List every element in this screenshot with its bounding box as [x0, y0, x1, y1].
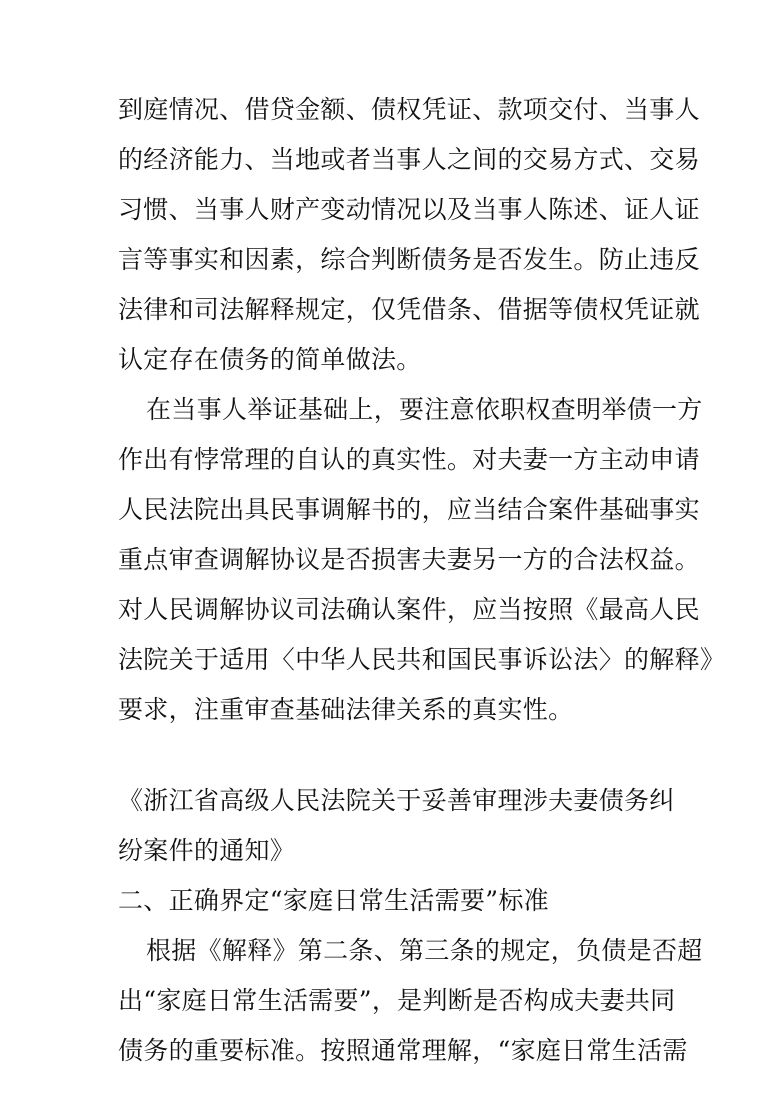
section-heading: 二、正确界定“家庭日常生活需要”标准 — [118, 886, 549, 915]
paragraph-1-line-2: 的经济能力、当地或者当事人之间的交易方式、交易 — [118, 145, 700, 174]
paragraph-3-line-3: 债务的重要标准。按照通常理解，“家庭日常生活需 — [118, 1036, 688, 1065]
paragraph-2-line-6: 法院关于适用〈中华人民共和国民事诉讼法〉的解释》 — [118, 645, 726, 674]
paragraph-2-line-5: 对人民调解协议司法确认案件，应当按照《最高人民 — [118, 595, 700, 624]
paragraph-1-line-6: 认定存在债务的简单做法。 — [118, 345, 422, 374]
paragraph-2-line-3: 人民法院出具民事调解书的，应当结合案件基础事实 — [118, 495, 700, 524]
document-title-line-2: 纷案件的通知》 — [118, 836, 296, 865]
paragraph-1-line-3: 习惯、当事人财产变动情况以及当事人陈述、证人证 — [118, 195, 700, 224]
paragraph-3-line-2: 出“家庭日常生活需要”，是判断是否构成夫妻共同 — [118, 986, 676, 1015]
paragraph-2-line-7: 要求，注重审查基础法律关系的真实性。 — [118, 695, 574, 724]
document-title-line-1: 《浙江省高级人民法院关于妥善审理涉夫妻债务纠 — [118, 786, 675, 815]
paragraph-1-line-1: 到庭情况、借贷金额、债权凭证、款项交付、当事人 — [118, 95, 700, 124]
paragraph-3-line-1: 根据《解释》第二条、第三条的规定，负债是否超 — [146, 936, 703, 965]
paragraph-2-line-1: 在当事人举证基础上，要注意依职权查明举债一方 — [146, 395, 703, 424]
paragraph-2-line-4: 重点审查调解协议是否损害夫妻另一方的合法权益。 — [118, 545, 700, 574]
paragraph-1-line-5: 法律和司法解释规定，仅凭借条、借据等债权凭证就 — [118, 295, 700, 324]
paragraph-2-line-2: 作出有悖常理的自认的真实性。对夫妻一方主动申请 — [118, 445, 700, 474]
paragraph-1-line-4: 言等事实和因素，综合判断债务是否发生。防止违反 — [118, 245, 700, 274]
